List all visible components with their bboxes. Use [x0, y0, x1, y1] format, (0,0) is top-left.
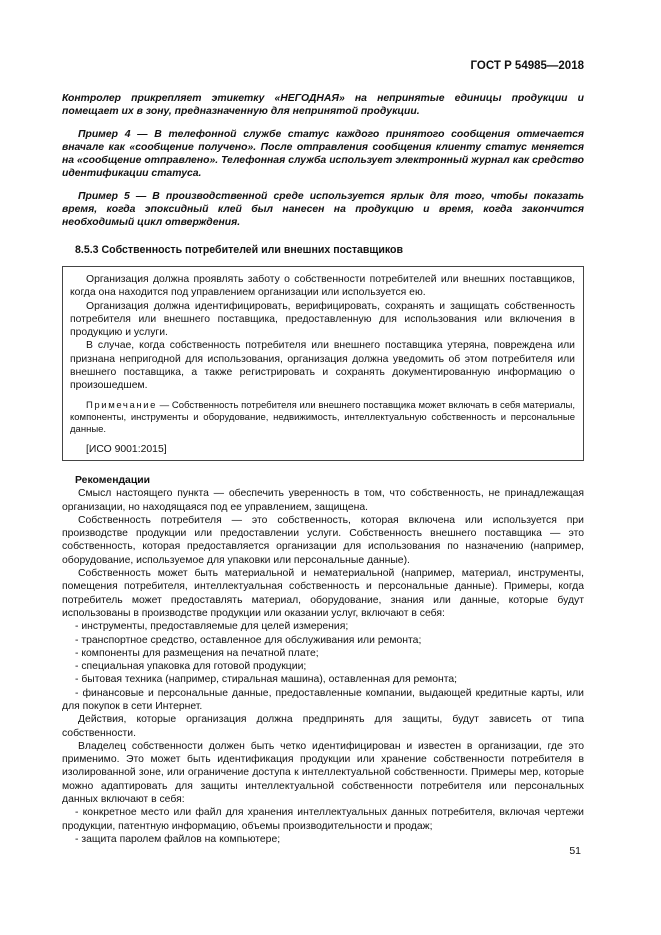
- box-paragraph-3: В случае, когда собственность потребителя или внешнего поставщика утеряна, повреждена или признана непригодной для использования, организация должна уведомить об этом потребителя или внешнего поставщика, а также регистрировать и сохранять документированную информацию о произошедшем.: [70, 340, 575, 392]
- note-label: Примечание: [86, 399, 157, 411]
- reco-paragraph-3: Собственность может быть материальной и нематериальной (например, материал, инструменты, помещения потребителя, интеллектуальная собственность и персональные данные). Примеры, когда потребитель может предоставлять материал, оборудование, знания или данные, которые будут использованы в производстве продукции или оказании услуг, включают в себя:: [62, 568, 584, 619]
- list-item: - бытовая техника (например, стиральная машина), оставленная для ремонта;: [62, 673, 584, 686]
- list-item: - компоненты для размещения на печатной плате;: [62, 647, 584, 660]
- list-item: - транспортное средство, оставленное для обслуживания или ремонта;: [62, 634, 584, 647]
- reco-paragraph-4: Действия, которые организация должна предпринять для защиты, будут зависеть от типа собственности.: [62, 714, 584, 739]
- box-paragraph-2: Организация должна идентифицировать, верифицировать, сохранять и защищать собственность потребителя или внешнего поставщика, предоставленную для использования или включения в продукцию и услуги.: [70, 300, 575, 339]
- page-number: 51: [569, 845, 581, 857]
- iso-quote-box: [62, 266, 584, 461]
- list-item: - инструменты, предоставляемые для целей измерения;: [62, 620, 584, 633]
- list-item: - конкретное место или файл для хранения интеллектуальных данных потребителя, включая чертежи продукции, патентную информацию, объемы производительности и продаж;: [62, 806, 584, 833]
- section-title: 8.5.3 Собственность потребителей или внешних поставщиков: [75, 243, 404, 256]
- reco-paragraph-5: Владелец собственности должен быть четко идентифицирован и известен в организации, где это применимо. Это может быть идентификация продукции или хранение собственности потребителя в изолированной зоне, или ограничение доступа к интеллектуальной собственности. Примеры мер, которые можно адаптировать для защиты интеллектуальной собственности потребителя или персональных данных включают в себя:: [62, 740, 584, 806]
- reco-paragraph-2: Собственность потребителя — это собственность, которая включена или используется при производстве продукции или предоставлении услуги. Собственность внешнего поставщика — это собственность, которая предоставляется организации для использования по назначению (например, оборудование, используемое для упаковки или персональные данные).: [62, 514, 584, 566]
- box-source: [ИСО 9001:2015]: [86, 443, 167, 455]
- controller-paragraph: Контролер прикрепляет этикетку «НЕГОДНАЯ» на непринятые единицы продукции и помещает их в зону, предназначенную для непринятой продукции.: [62, 93, 584, 118]
- example-5: Пример 5 — В производственной среде используется ярлык для того, чтобы показать время, когда эпоксидный клей был нанесен на продукцию и время, когда закончится необходимый цикл отверждения.: [62, 190, 584, 229]
- reco-paragraph-1: Смысл настоящего пункта — обеспечить уверенность в том, что собственность, не принадлежащая организации, но находящаяся под ее управлением, защищена.: [62, 488, 584, 513]
- property-examples-list: [62, 620, 584, 713]
- recommendations-title: Рекомендации: [75, 474, 151, 486]
- document-standard-code: ГОСТ Р 54985—2018: [470, 60, 584, 72]
- protection-measures-list: [62, 806, 584, 846]
- list-item: - специальная упаковка для готовой продукции;: [62, 660, 584, 673]
- list-item: - финансовые и персональные данные, предоставленные компании, выдающей кредитные карты, или для покупок в сети Интернет.: [62, 687, 584, 714]
- box-paragraph-1: Организация должна проявлять заботу о собственности потребителей или внешних поставщиков, когда она находится под управлением организации или используется ею.: [70, 273, 575, 299]
- example-4: Пример 4 — В телефонной службе статус каждого принятого сообщения отмечается вначале как «сообщение получено». После отправления сообщения клиенту статус меняется на «сообщение отправлено». Телефонная служба использует электронный журнал как средство идентификации статуса.: [62, 128, 584, 180]
- box-note: [70, 400, 575, 436]
- page-body: [62, 58, 584, 846]
- list-item: - защита паролем файлов на компьютере;: [62, 833, 584, 846]
- note-text: — Собственность потребителя или внешнего поставщика может включать в себя материалы, компоненты, инструменты и оборудование, недвижимость, интеллектуальную собственность и персональные данные.: [70, 399, 575, 435]
